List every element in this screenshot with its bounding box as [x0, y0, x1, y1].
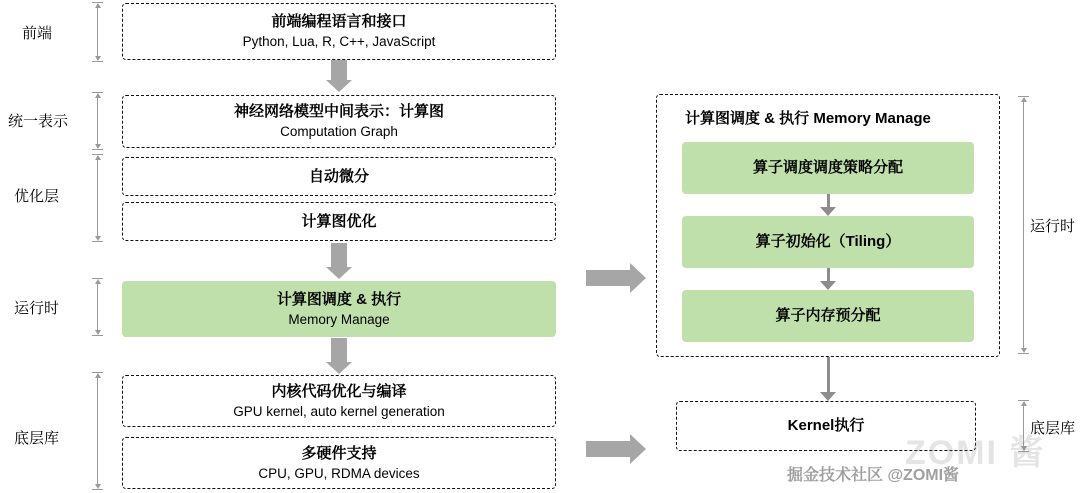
stage-label-right-runtime: 运行时: [1030, 218, 1076, 235]
box-kernel-exec-label: Kernel执行: [787, 417, 865, 434]
box-graph-optimization: [122, 202, 556, 241]
stage-label-unified: 统一表示: [8, 113, 69, 130]
arrow-panel-to-kernel-exec: [820, 357, 836, 401]
measure-runtime: [92, 278, 103, 336]
measure-right-runtime: [1018, 96, 1029, 354]
stage-label-frontend: 前端: [22, 25, 53, 42]
watermark-small: 掘金技术社区 @ZOMI酱: [787, 467, 960, 484]
box-kernel-compile-title: 内核代码优化与编译: [271, 382, 407, 400]
box-operator-memory-prealloc: [682, 290, 974, 342]
arrow-runtime-to-kernel-compile: [326, 338, 352, 374]
box-computation-graph-subtitle: Computation Graph: [280, 124, 398, 139]
measure-lowlevel: [92, 372, 103, 490]
arrow-runtime-to-right-panel: [586, 263, 646, 293]
box-computation-graph: [122, 95, 556, 148]
box-computation-graph-title: 神经网络模型中间表示：计算图: [233, 103, 444, 120]
box-runtime-schedule-exec: [122, 281, 556, 337]
arrow-frontend-to-graph: [326, 60, 352, 92]
measure-unified: [92, 92, 103, 150]
box-operator-init-label: 算子初始化（Tiling）: [755, 233, 901, 250]
box-frontend-languages-title: 前端编程语言和接口: [271, 13, 407, 30]
measure-frontend: [92, 2, 103, 62]
box-hardware-support-title: 多硬件支持: [301, 444, 377, 462]
arrow-schedule-to-init: [820, 194, 836, 216]
measure-optimize: [92, 154, 103, 242]
watermark-large: ZOMI 酱: [905, 434, 1046, 472]
box-frontend-languages: [122, 3, 556, 60]
box-kernel-compile-subtitle: GPU kernel, auto kernel generation: [233, 403, 445, 419]
stage-label-runtime: 运行时: [14, 300, 60, 317]
box-frontend-languages-subtitle: Python, Lua, R, C++, JavaScript: [242, 34, 436, 49]
arrow-optimize-to-runtime: [326, 243, 352, 279]
box-operator-memory-prealloc-label: 算子内存预分配: [775, 307, 881, 324]
box-operator-schedule: [682, 142, 974, 194]
stage-label-optimize: 优化层: [14, 188, 60, 205]
arrow-init-to-memory: [820, 268, 836, 290]
box-operator-init: [682, 216, 974, 268]
box-runtime-schedule-exec-title: 计算图调度 & 执行: [276, 290, 402, 308]
box-auto-diff: [122, 157, 556, 196]
box-hardware-support: [122, 437, 556, 489]
box-graph-optimization-title: 计算图优化: [301, 212, 377, 230]
box-kernel-compile: [122, 375, 556, 427]
panel-runtime-detail-title: 计算图调度 & 执行 Memory Manage: [685, 110, 931, 127]
box-auto-diff-title: 自动微分: [308, 167, 369, 185]
stage-label-right-lowlevel: 底层库: [1030, 420, 1076, 437]
box-operator-schedule-label: 算子调度调度策略分配: [752, 159, 903, 176]
stage-label-lowlevel: 底层库: [14, 430, 60, 447]
box-runtime-schedule-exec-subtitle: Memory Manage: [288, 311, 390, 327]
box-hardware-support-subtitle: CPU, GPU, RDMA devices: [258, 465, 420, 481]
arrow-lowlevel-to-kernel: [586, 434, 646, 464]
